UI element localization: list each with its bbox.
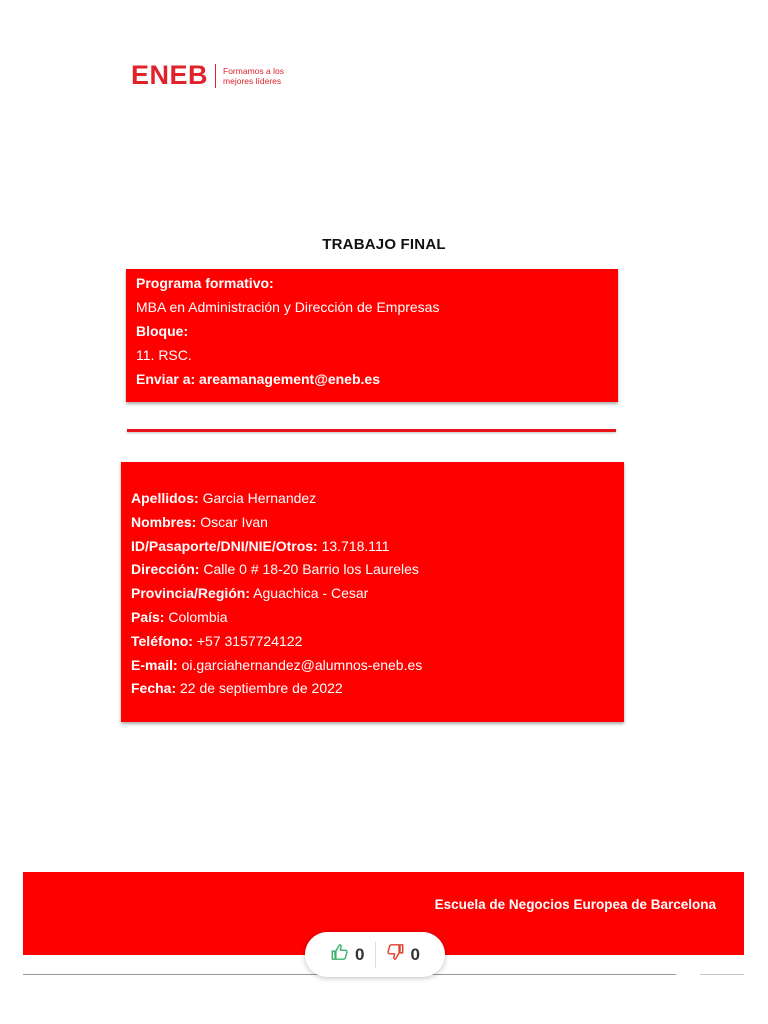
- programa-value: MBA en Administración y Dirección de Empresas: [136, 299, 440, 315]
- field-label: Apellidos:: [131, 490, 199, 506]
- field-label: Teléfono:: [131, 632, 193, 649]
- upvote-count: 0: [355, 944, 365, 964]
- field-value: +57 3157724122: [196, 632, 303, 649]
- logo-tagline-line-2: mejores líderes: [223, 75, 282, 86]
- field-label: ID/Pasaporte/DNI/NIE/Otros:: [131, 537, 318, 554]
- field-id: [131, 535, 624, 559]
- field-provincia: [131, 582, 624, 606]
- bloque-value: 11. RSC.: [136, 347, 192, 363]
- bloque-label: Bloque:: [136, 323, 189, 339]
- downvote-button[interactable]: [376, 943, 430, 966]
- field-pais: [131, 606, 624, 630]
- downvote-count: 0: [410, 944, 420, 964]
- field-label: Fecha:: [131, 680, 177, 697]
- logo-separator: [215, 64, 216, 88]
- field-nombres: [131, 511, 624, 535]
- field-label: Provincia/Región:: [131, 585, 251, 602]
- page-bottom-rule-right: [700, 974, 744, 975]
- field-label: Dirección:: [131, 561, 200, 578]
- field-telefono: [131, 630, 624, 654]
- vote-widget: [305, 932, 445, 977]
- upvote-button[interactable]: [320, 943, 374, 966]
- eneb-logo: [131, 62, 284, 89]
- thumbs-down-icon: [386, 943, 405, 966]
- thumbs-up-icon: [330, 943, 349, 966]
- page-title: TRABAJO FINAL: [322, 236, 446, 253]
- enviar-a: Enviar a: areamanagement@eneb.es: [136, 371, 380, 387]
- field-value: oi.garciahernandez@alumnos-eneb.es: [181, 656, 423, 673]
- field-apellidos: [131, 487, 624, 511]
- field-value: Colombia: [168, 608, 228, 625]
- field-email: [131, 654, 624, 678]
- field-value: 22 de septiembre de 2022: [180, 680, 343, 697]
- logo-tagline-line-1: Formamos a los: [223, 65, 284, 76]
- logo-tagline: [223, 66, 284, 86]
- programa-label: Programa formativo:: [136, 275, 274, 291]
- field-label: E-mail:: [131, 656, 178, 673]
- field-value: 13.718.111: [321, 537, 390, 554]
- field-direccion: [131, 558, 624, 582]
- logo-wordmark: ENEB: [131, 60, 209, 90]
- student-info-box: [121, 462, 624, 722]
- section-divider: [127, 429, 616, 432]
- program-box: [126, 269, 618, 402]
- field-label: Nombres:: [131, 513, 197, 530]
- field-value: Calle 0 # 18-20 Barrio los Laureles: [203, 561, 419, 578]
- field-fecha: [131, 677, 624, 701]
- field-value: Oscar Ivan: [200, 513, 268, 530]
- field-value: Aguachica - Cesar: [253, 585, 369, 602]
- field-label: País:: [131, 608, 165, 625]
- field-value: Garcia Hernandez: [202, 490, 317, 506]
- footer-school-name: Escuela de Negocios Europea de Barcelona: [434, 897, 716, 912]
